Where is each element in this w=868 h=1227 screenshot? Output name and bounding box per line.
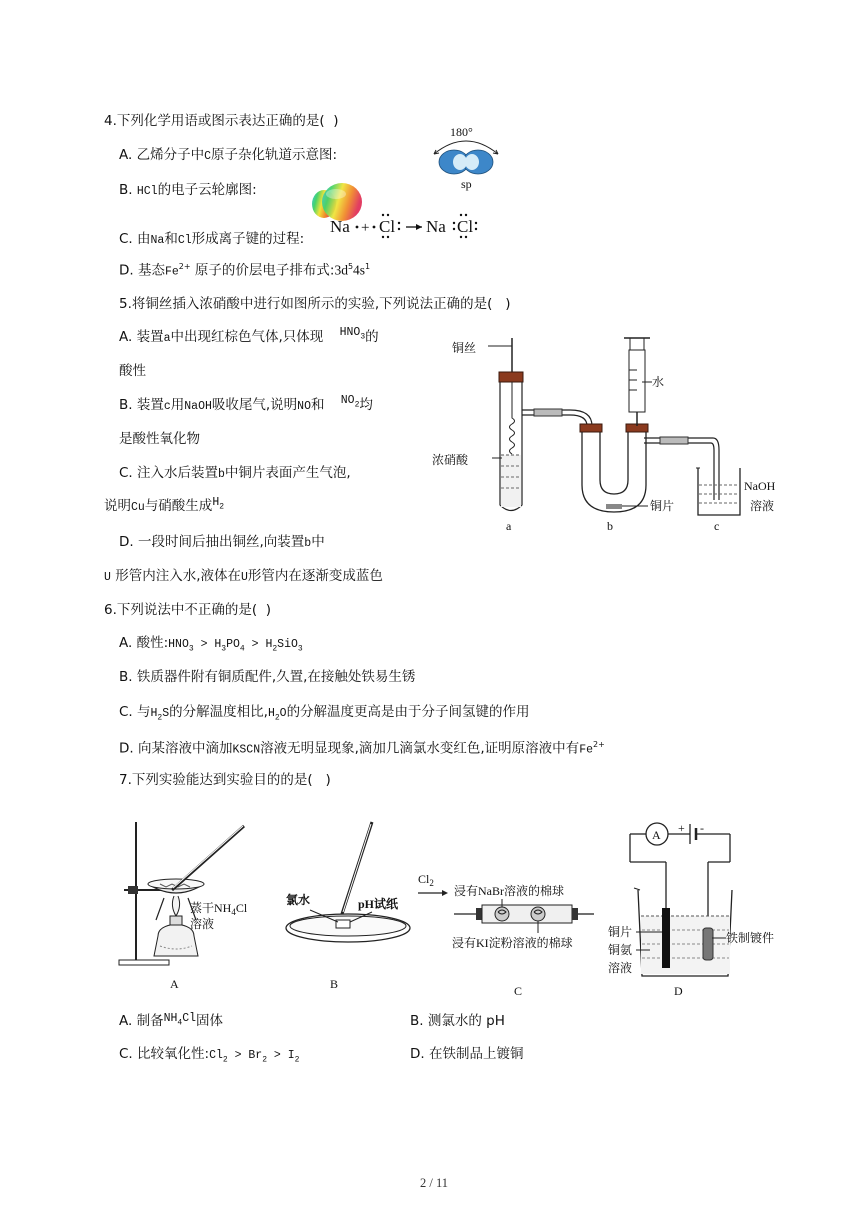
page-number: 2 / 11 <box>419 1176 448 1190</box>
q5-option-b-line2: 是酸性氧化物 <box>119 431 200 447</box>
q4-option-d: D. 基态$Fe^{2+}$ 原子的价层电子排布式$:3d^54s^1$ <box>119 262 371 279</box>
q5-option-b-line1: B. 装置c用NaOH吸收尾气,说明NO和 $NO_2$均 <box>119 394 373 413</box>
tube-b-label: b <box>607 519 613 533</box>
sp-orbital-diagram <box>428 124 504 192</box>
figB-label: B <box>330 977 339 991</box>
q5-option-c-line1: C. 注入水后装置b中铜片表面产生气泡, <box>119 465 351 481</box>
q5-stem: 5.将铜丝插入浓硝酸中进行如图所示的实验,下列说法正确的是( ) <box>119 296 511 312</box>
battery-plus: + <box>678 821 685 835</box>
figD-solution-label: 溶液 <box>608 961 633 975</box>
figD-copper-label: 铜片 <box>608 925 633 939</box>
tube-a-label: a <box>506 519 512 533</box>
battery-minus: - <box>700 821 704 835</box>
figC-label: C <box>514 984 523 998</box>
q5-apparatus-figure <box>430 330 800 536</box>
conc-nitric-label: 浓硝酸 <box>432 453 469 467</box>
figA-evap-label: 蒸干$NH_4Cl$ <box>190 901 248 917</box>
beaker-c-label: c <box>714 519 720 533</box>
figD-cu-ammonia-label: 铜氨 <box>608 943 633 957</box>
figC-nabr-label: 浸有NaBr溶液的棉球 <box>454 884 564 898</box>
q7-figure-d <box>600 818 820 998</box>
copper-piece-label: 铜片 <box>650 499 675 513</box>
q5-option-d-line2: U 形管内注入水,液体在U形管内在逐渐变成蓝色 <box>104 568 383 584</box>
q7-option-b: B. 测氯水的 pH <box>410 1013 505 1029</box>
q6-option-c: C. 与$H_2S$的分解温度相比$,H_2O$的分解温度更高是由于分子间氢键的作用 <box>119 704 530 723</box>
q6-option-b: B. 铁质器件附有铜质配件,久置,在接触处铁易生锈 <box>119 669 416 685</box>
formula-na-atom: Na <box>330 217 350 236</box>
orbital-sp-label: sp <box>461 177 472 191</box>
figA-solution-label: 溶液 <box>190 917 215 931</box>
q4-option-a: A. 乙烯分子中C原子杂化轨道示意图: <box>119 147 338 163</box>
iron-electrode <box>703 928 713 960</box>
formula-cl-atom: Cl <box>379 217 396 236</box>
nacl-formation-diagram <box>330 210 478 244</box>
q6-option-a: A. 酸性$:HNO_3 > H_3PO_4 > H_2SiO_3$ <box>119 635 303 654</box>
figD-label: D <box>674 984 683 998</box>
copper-electrode <box>662 908 670 968</box>
orbital-angle-label: 180° <box>450 125 473 139</box>
q7-option-d: D. 在铁制品上镀铜 <box>410 1046 524 1062</box>
ammeter-label: A <box>652 828 661 842</box>
q6-option-d: D. 向某溶液中滴加KSCN溶液无明显现象,滴加几滴氯水变红色,证明原溶液中有$Fe^{2+}$ <box>119 740 605 757</box>
copper-wire-label: 铜丝 <box>452 341 477 355</box>
q7-figure-a <box>116 818 266 998</box>
q7-figure-c <box>418 855 598 1001</box>
q7-stem: 7.下列实验能达到实验目的的是( ) <box>119 772 331 788</box>
q5-option-a-line2: 酸性 <box>119 363 146 379</box>
svg-text:Cl: Cl <box>457 217 474 236</box>
q7-option-a: A. 制备$NH_4Cl$固体 <box>119 1012 224 1029</box>
q5-option-d-line1: D. 一段时间后抽出铜丝,向装置b中 <box>119 534 325 550</box>
naoh-solution-label: 溶液 <box>750 499 775 513</box>
q5-option-a-line1: A. 装置a中出现红棕色气体,只体现 $HNO_3$的 <box>119 326 379 345</box>
q4-option-b: B. HCl的电子云轮廓图: <box>119 182 257 198</box>
q5-option-c-line2: 说明Cu与硝酸生成$H_2$ <box>104 496 225 514</box>
figD-iron-label: 铁制镀件 <box>726 931 775 945</box>
q7-option-c: C. 比较氧化性$:Cl_2 > Br_2 > I_2$ <box>119 1046 300 1065</box>
q4-stem: 4.下列化学用语或图示表达正确的是( ) <box>104 113 339 129</box>
figA-label: A <box>170 977 179 991</box>
figC-cl2-label: $Cl_2$ <box>418 872 434 888</box>
water-label: 水 <box>652 375 665 389</box>
figC-ki-label: 浸有KI淀粉溶液的棉球 <box>452 936 573 950</box>
formula-na-product: Na <box>426 217 446 236</box>
figB-ph-paper-label: pH试纸 <box>358 897 399 911</box>
q4-option-c: C. 由Na和Cl形成离子键的过程: <box>119 231 305 247</box>
q6-stem: 6.下列说法中不正确的是( ) <box>104 602 271 618</box>
figB-chlorine-water-label: 氯水 <box>286 893 311 907</box>
svg-text:+: + <box>361 220 370 236</box>
naoh-label: NaOH <box>744 479 776 493</box>
q7-figure-b <box>280 818 430 998</box>
